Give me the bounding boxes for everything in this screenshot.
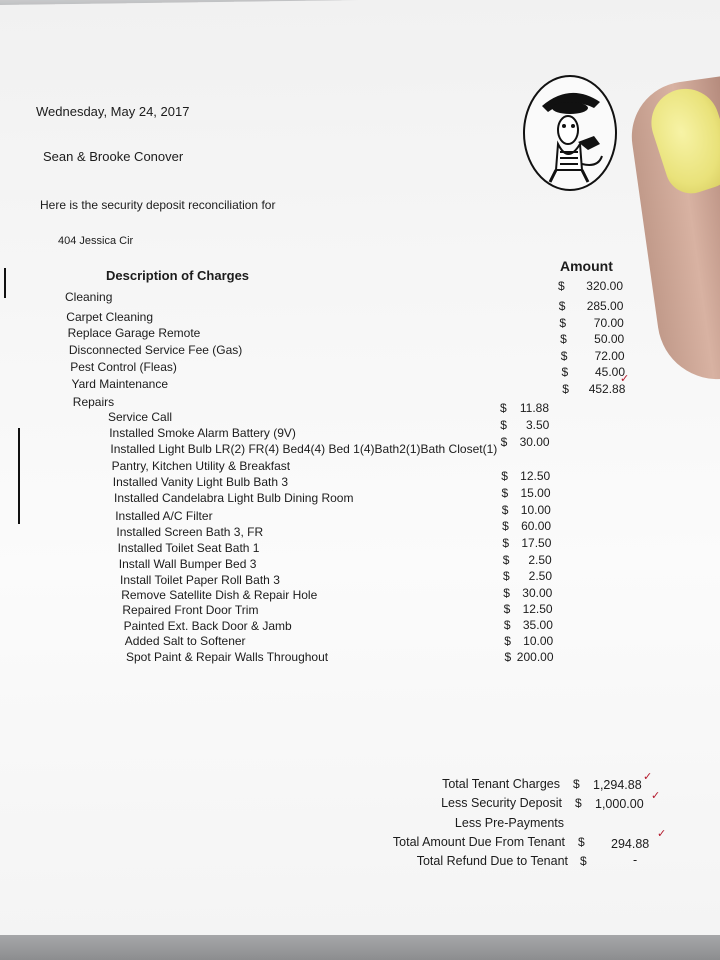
repair-item-label: Remove Satellite Dish & Repair Hole <box>121 588 318 602</box>
currency-symbol: $ <box>502 519 509 533</box>
repair-item-amount: 17.50 <box>521 536 552 550</box>
repair-item-amount: 30.00 <box>519 435 550 449</box>
repair-item-label: Installed Screen Bath 3, FR <box>116 525 264 539</box>
amount-due-label: Total Amount Due From Tenant <box>392 835 565 849</box>
currency-symbol: $ <box>558 279 565 293</box>
currency-symbol: $ <box>502 536 510 550</box>
currency-symbol: $ <box>503 602 511 616</box>
charge-label: Replace Garage Remote <box>67 326 201 340</box>
repair-item-amount: 11.88 <box>519 401 549 415</box>
repair-item-amount: 200.00 <box>516 650 554 664</box>
repair-item-label: Added Salt to Softener <box>124 634 246 648</box>
check-mark-icon: ✓ <box>651 789 661 802</box>
charge-label: Cleaning <box>65 290 113 304</box>
currency-symbol: $ <box>504 634 511 648</box>
check-mark-icon: ✓ <box>643 770 653 783</box>
currency-symbol: $ <box>573 777 580 791</box>
property-address: 404 Jessica Cir <box>58 235 134 247</box>
charge-label: Disconnected Service Fee (Gas) <box>68 343 243 357</box>
currency-symbol: $ <box>501 503 509 517</box>
currency-symbol: $ <box>559 316 567 330</box>
check-mark-icon: ✓ <box>620 372 630 385</box>
currency-symbol: $ <box>500 435 508 449</box>
repair-item-label: Pantry, Kitchen Utility & Breakfast <box>111 459 291 473</box>
refund-label: Total Refund Due to Tenant <box>416 854 568 868</box>
currency-symbol: $ <box>500 401 507 415</box>
charge-label: Pest Control (Fleas) <box>70 360 177 374</box>
currency-symbol: $ <box>503 586 510 600</box>
repair-item-label: Installed Smoke Alarm Battery (9V) <box>109 426 296 440</box>
security-deposit-amount: 1,000.00 <box>595 797 644 811</box>
repair-item-label: Installed Candelabra Light Bulb Dining Room <box>114 491 354 505</box>
currency-symbol: $ <box>501 486 509 500</box>
margin-mark <box>18 428 20 524</box>
currency-symbol: $ <box>562 382 569 396</box>
repair-item-label: Install Toilet Paper Roll Bath 3 <box>120 573 280 587</box>
currency-symbol: $ <box>561 365 569 379</box>
repair-item-label: Spot Paint & Repair Walls Throughout <box>126 650 329 664</box>
charge-amount: 320.00 <box>586 279 623 293</box>
document-date: Wednesday, May 24, 2017 <box>36 104 190 119</box>
repair-item-label: Installed Toilet Seat Bath 1 <box>117 541 260 555</box>
charge-label: Repairs <box>72 395 115 409</box>
repair-item-label: Installed A/C Filter <box>115 509 213 523</box>
repair-item-amount: 30.00 <box>522 586 553 600</box>
charge-amount: 45.00 <box>594 365 625 379</box>
currency-symbol: $ <box>575 796 582 810</box>
margin-mark <box>4 268 6 298</box>
total-tenant-charges: 1,294.88 <box>593 778 642 792</box>
repair-item-amount: 10.00 <box>523 634 554 648</box>
repair-item-amount: 2.50 <box>528 569 552 583</box>
repair-item-label: Installed Vanity Light Bulb Bath 3 <box>112 475 289 489</box>
currency-symbol: $ <box>503 569 510 583</box>
charge-amount: 72.00 <box>594 349 625 363</box>
repair-item-amount: 2.50 <box>528 553 552 567</box>
charge-label: Carpet Cleaning <box>66 310 154 324</box>
currency-symbol: $ <box>560 332 567 346</box>
intro-text: Here is the security deposit reconciliation for <box>40 198 276 212</box>
repair-item-amount: 35.00 <box>522 618 553 632</box>
security-deposit-label: Less Security Deposit <box>441 796 562 810</box>
charge-label: Yard Maintenance <box>71 377 169 391</box>
amount-due-value: 294.88 <box>611 837 650 851</box>
repair-item-label: Repaired Front Door Trim <box>122 603 259 617</box>
charge-amount: 452.88 <box>588 382 626 396</box>
table-edge <box>0 935 720 960</box>
check-mark-icon: ✓ <box>657 827 667 840</box>
prepayments-label: Less Pre-Payments <box>454 816 564 830</box>
currency-symbol: $ <box>502 553 510 567</box>
charge-amount: 50.00 <box>594 332 625 346</box>
currency-symbol: $ <box>504 650 512 664</box>
repair-item-amount: 3.50 <box>525 418 550 432</box>
repair-item-amount: 12.50 <box>520 469 551 483</box>
armadillo-logo-icon <box>520 72 620 194</box>
repair-item-label: Install Wall Bumper Bed 3 <box>118 557 257 571</box>
repair-item-label: Installed Light Bulb LR(2) FR(4) Bed4(4) Bed 1(4)Bath2(1)Bath Closet(1) <box>110 442 498 456</box>
repair-item-label: Painted Ext. Back Door & Jamb <box>123 619 292 633</box>
currency-symbol: $ <box>560 349 568 363</box>
repair-item-amount: 12.50 <box>522 602 553 616</box>
recipient-names: Sean & Brooke Conover <box>43 149 184 164</box>
repair-item-amount: 60.00 <box>521 519 552 533</box>
currency-symbol: $ <box>503 618 511 632</box>
currency-symbol: $ <box>578 835 585 849</box>
repair-item-amount: 15.00 <box>520 486 551 500</box>
charge-amount: 285.00 <box>586 299 624 313</box>
currency-symbol: $ <box>558 299 566 313</box>
description-heading: Description of Charges <box>106 268 250 283</box>
repair-item-label: Service Call <box>108 410 173 424</box>
charge-amount: 70.00 <box>593 316 624 330</box>
repair-item-amount: 10.00 <box>520 503 551 517</box>
currency-symbol: $ <box>580 854 587 868</box>
refund-value: - <box>633 853 638 867</box>
currency-symbol: $ <box>500 418 507 432</box>
currency-symbol: $ <box>501 469 508 483</box>
total-tenant-charges-label: Total Tenant Charges <box>442 777 560 791</box>
amount-heading: Amount <box>560 258 613 274</box>
